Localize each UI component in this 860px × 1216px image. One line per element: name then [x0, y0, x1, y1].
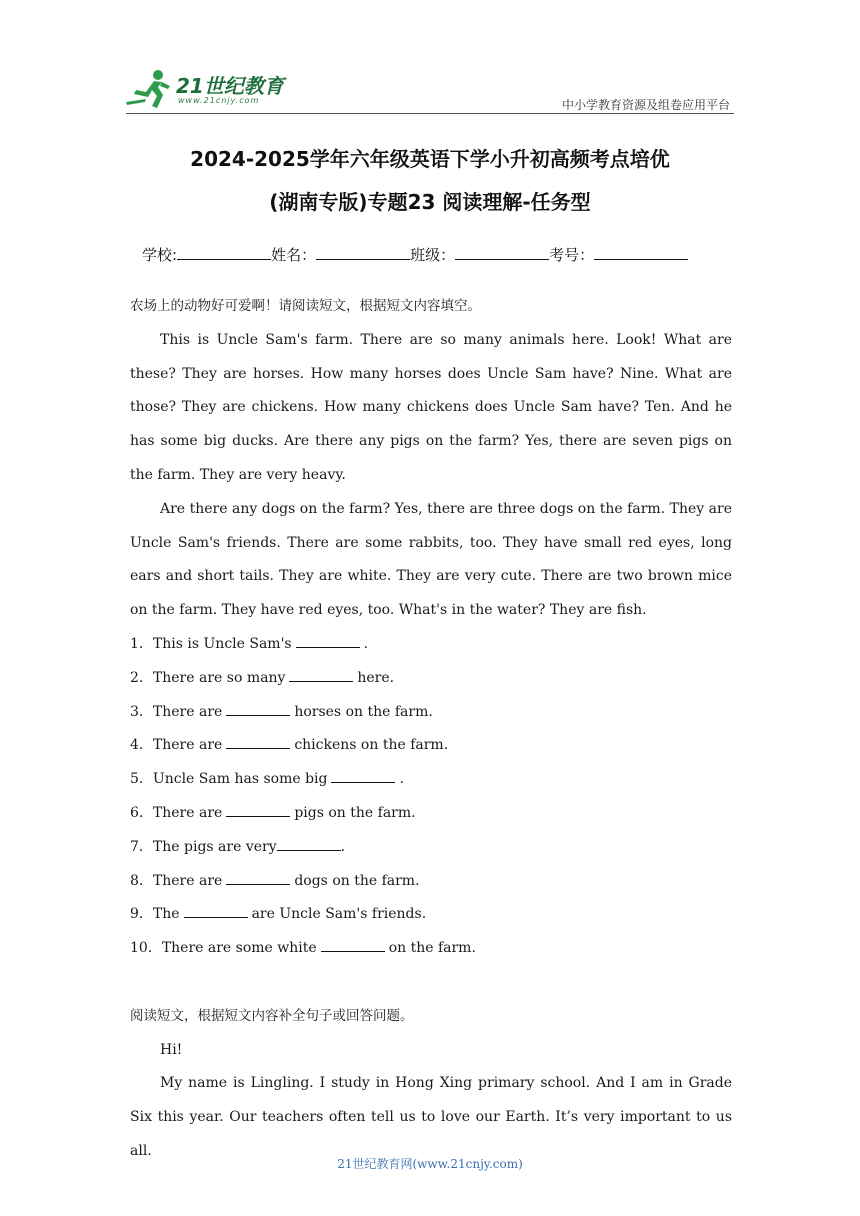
question-6: 6．There are pigs on the farm. [130, 797, 732, 831]
document-title-line-1: 2024-2025学年六年级英语下学小升初高频考点培优 [190, 147, 670, 171]
section1-instruction: 农场上的动物好可爱啊！请阅读短文，根据短文内容填空。 [130, 298, 481, 314]
question-9: 9．The are Uncle Sam's friends. [130, 898, 732, 932]
section1-paragraph-2: Are there any dogs on the farm? Yes, there are three dogs on the farm. They are Uncle Sam's friends. There are some rabbits, too. They have small red eyes, long ears and short tails. They are white. They are very cute. There are two brown mice on the farm. They have red eyes, too. What's in the water? They are fish. [130, 500, 732, 619]
runner-logo-icon [124, 68, 176, 112]
answer-blank[interactable] [226, 734, 290, 749]
name-label: 姓名： [271, 246, 317, 264]
section2-instruction: 阅读短文，根据短文内容补全句子或回答问题。 [130, 1007, 414, 1024]
main-content [130, 290, 732, 1169]
school-blank[interactable] [177, 245, 271, 260]
answer-blank[interactable] [296, 633, 360, 648]
page-footer: 21世纪教育网(www.21cnjy.com) [337, 1157, 523, 1171]
question-4: 4．There are chickens on the farm. [130, 729, 732, 763]
answer-blank[interactable] [226, 870, 290, 885]
answer-blank[interactable] [277, 836, 341, 851]
section1-paragraph-1: This is Uncle Sam's farm. There are so many animals here. Look! What are these? They are horses. How many horses does Uncle Sam have? Nine. What are those? They are chickens. How many chickens does Uncle Sam have? Ten. And he has some big ducks. Are there any pigs on the farm? Yes, there are seven pigs on the farm. They are very heavy. [130, 331, 732, 483]
name-blank[interactable] [316, 245, 410, 260]
question-10: 10．There are some white on the farm. [130, 932, 732, 966]
student-info-fields [142, 244, 688, 265]
question-2: 2．There are so many here. [130, 662, 732, 696]
answer-blank[interactable] [226, 802, 290, 817]
answer-blank[interactable] [331, 768, 395, 783]
school-label: 学校: [142, 246, 178, 264]
answer-blank[interactable] [289, 667, 353, 682]
question-5: 5．Uncle Sam has some big . [130, 763, 732, 797]
class-label: 班级： [410, 246, 456, 264]
page-header [0, 0, 860, 115]
class-blank[interactable] [455, 245, 549, 260]
site-logo [124, 68, 294, 112]
platform-label: 中小学教育资源及组卷应用平台 [561, 98, 730, 112]
answer-blank[interactable] [184, 903, 248, 918]
section2-greeting: Hi! [160, 1041, 183, 1058]
section2-paragraph-1: My name is Lingling. I study in Hong Xing primary school. And I am in Grade Six this year. Our teachers often tell us to love our Earth. It’s very important to us all. [130, 1075, 732, 1159]
question-1: 1．This is Uncle Sam's . [130, 628, 732, 662]
logo-subtext: www.21cnjy.com [178, 96, 260, 105]
question-7: 7．The pigs are very . [130, 831, 732, 865]
header-divider [126, 113, 734, 114]
number-blank[interactable] [594, 245, 688, 260]
answer-blank[interactable] [321, 937, 385, 952]
section-spacer [130, 966, 732, 1000]
logo-text: 21世纪教育 [176, 74, 284, 98]
number-label: 考号： [549, 246, 595, 264]
document-title-line-2: (湖南专版)专题23 阅读理解-任务型 [269, 190, 591, 214]
answer-blank[interactable] [226, 701, 290, 716]
question-3: 3．There are horses on the farm. [130, 696, 732, 730]
question-8: 8．There are dogs on the farm. [130, 865, 732, 899]
